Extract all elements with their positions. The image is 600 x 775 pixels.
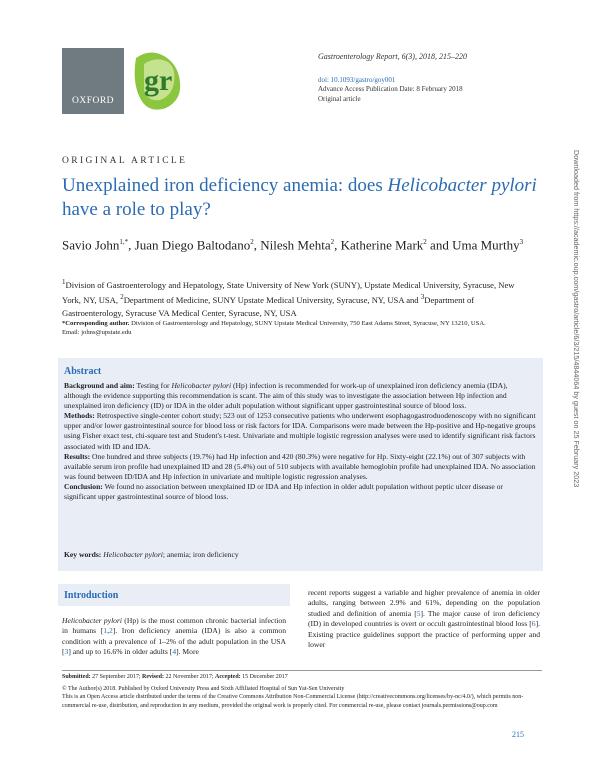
abstract-label: Conclusion: — [64, 481, 103, 491]
submission-dates — [62, 670, 542, 682]
corr-text: Division of Gastroenterology and Hepatology, SUNY Upstate Medical University, 750 East Adams Street, Syracuse, NY 13210, USA. — [129, 320, 486, 327]
author-list: Savio John$^{1,*}$, Juan Diego Baltodano$^2$, Nilesh Mehta$^2$, Katherine Mark$^2$ and Uma Murthy$^3$ — [62, 237, 524, 253]
copyright: © The Author(s) 2018. Published by Oxford University Press and Sixth Affiliated Hospital of Sun Yat-Sen University — [62, 685, 345, 692]
author-name: Nilesh Mehta — [260, 237, 331, 253]
affil-1: Division of Gastroenterology and Hepatology, State University of New York (SUNY), Upstate Medical University, Syracuse, New York, NY, USA, — [62, 279, 515, 306]
abstract-sentence: One hundred and three subjects (19.7%) had Hp infection and 420 (80.3%) were negative for Hp. Sixty-eight (22.1%) out of 307 subjects with available serum iron profile had unexplained ID and 28 (5.4%) out of 510 subjects with available hemoglobin profile had unexplained IDA. No association was found between ID/IDA and Hp infection in univariate and multiple logistic regression analyses. — [64, 451, 536, 481]
journal-logo-graphic — [130, 48, 188, 114]
abstract-text — [64, 381, 536, 502]
article-type: Original article — [318, 94, 361, 103]
citation-link[interactable]: 2 — [108, 626, 113, 636]
affiliations — [62, 276, 532, 319]
citation-link[interactable]: 5 — [416, 608, 421, 618]
accepted-label: Accepted: — [215, 674, 241, 680]
page-number: 215 — [512, 730, 524, 739]
introduction-heading: Introduction — [64, 590, 119, 601]
abstract-label: Background and aim: — [64, 381, 135, 390]
author-affil-sup: 1,* — [119, 238, 129, 246]
abstract-background — [64, 381, 536, 411]
intro-text: recent reports suggest a variable and higher prevalence of anemia in older adults, ranging between 2.9% and 61%, depending on the population studied and definition of anemia [ — [308, 588, 540, 618]
abstract-conclusion — [64, 482, 536, 502]
affil-sup: 3 — [420, 293, 425, 302]
intro-text: ]. Existing practice guidelines support the practice of performing upper and lower — [308, 619, 540, 650]
citation-link[interactable]: 6 — [531, 619, 536, 629]
correspondence — [62, 319, 542, 337]
author-name: Uma Murthy — [452, 237, 520, 253]
intro-left-column — [62, 616, 286, 658]
journal-citation: Gastroenterology Report, 6(3), 2018, 215–220 — [318, 52, 467, 61]
accepted-date: 15 December 2017 — [240, 674, 288, 680]
submitted-date: 27 September 2017; — [90, 674, 142, 680]
oxford-logo-text: OXFORD — [71, 96, 115, 106]
oxford-logo — [62, 48, 124, 114]
title-italic: Helicobacter pylori — [387, 175, 537, 196]
keywords-rest: ; anemia; iron deficiency — [162, 550, 239, 559]
revised-label: Revised: — [142, 674, 164, 680]
journal-logo — [130, 48, 188, 114]
submitted-label: Submitted: — [62, 674, 91, 680]
keywords-label: Key words: — [64, 550, 102, 559]
author-affil-sup: 2 — [423, 238, 427, 246]
abstract-label: Methods: — [64, 411, 95, 421]
footer — [62, 670, 542, 710]
section-label: ORIGINAL ARTICLE — [62, 156, 188, 166]
journal-meta — [318, 52, 538, 104]
abstract-methods — [64, 411, 536, 451]
abstract-sentence: Retrospective single-center cohort study; 523 out of 1253 consecutive patients who underwent esophagogastroduodenoscopy with no significant upper and/or lower gastrointestinal source for blood loss or risk factors for IDA. Comparisons were made between the Hp-positive and Hp-negative groups using Fisher exact test, chi-square test and Student's t-test. Univariate and multiple logistic regression analyses were used to identify significant risk factors associated with ID and IDA. — [64, 411, 536, 451]
download-note: Downloaded from https://academic.oup.com/gastro/article/6/3/215/4844064 by guest on 25 February 2023 — [572, 150, 581, 488]
keywords — [64, 550, 534, 559]
abstract-results — [64, 452, 536, 482]
abstract-italic: Helicobacter pylori — [171, 381, 232, 390]
author-affil-sup: 2 — [330, 238, 335, 246]
intro-text: ] and up to 16.6% in older adults [ — [68, 647, 173, 657]
author-affil-sup: 2 — [250, 238, 254, 246]
intro-text: ]. Iron deficiency anemia (IDA) is also a common condition with a prevalence of 1–2% of the adult population in the USA [ — [62, 626, 286, 657]
intro-text: ]. The major cause of iron deficiency (ID) in developed countries is overt or occult gastrointestinal blood loss [ — [308, 608, 540, 629]
affil-3: Department of Gastroenterology, Syracuse VA Medical Center, Syracuse, NY, USA — [62, 295, 475, 318]
article-title — [62, 174, 542, 222]
citation-link[interactable]: 3 — [64, 647, 69, 657]
intro-right-column — [308, 588, 540, 650]
intro-text: , — [107, 626, 109, 636]
intro-text: (Hp) is the most common chronic bacterial infection in humans [ — [62, 616, 287, 636]
abstract-label: Results: — [64, 451, 91, 461]
citation-link[interactable]: 1 — [103, 626, 108, 636]
advance-access-date: Advance Access Publication Date: 8 February 2018 — [318, 85, 463, 93]
corr-label: *Corresponding author. — [62, 320, 130, 327]
author-name: Juan Diego Baltodano — [134, 237, 251, 253]
revised-date: 22 November 2017; — [164, 674, 215, 680]
affil-sup: 2 — [120, 293, 124, 302]
corr-email[interactable]: Email: johns@upstate.edu — [62, 329, 132, 336]
intro-text: ]. More — [176, 647, 199, 657]
title-part-1: Unexplained iron deficiency anemia: does — [62, 175, 388, 196]
license: This is an Open Access article distributed under the terms of the Creative Commons Attribution Non-Commercial License (http://creativecommons.org/licenses/by-nc/4.0/), which permits non-commercial re-use, distribution, and reproduction in any medium, provided the original work is properly cited. For commercial re-use, please contact journals.permissions@oup.com — [62, 694, 524, 709]
title-part-2: have a role to play? — [62, 199, 211, 220]
citation-link[interactable]: 4 — [172, 647, 177, 657]
affil-sup: 1 — [62, 278, 66, 286]
affil-2: Department of Medicine, SUNY Upstate Medical University, Syracuse, NY, USA and — [123, 295, 421, 306]
abstract-sentence: We found no association between unexplained ID or IDA and Hp infection in older adult population without peptic ulcer disease or significant upper gastrointestinal source of blood loss. — [64, 481, 503, 502]
keywords-italic: Helicobacter pylori — [101, 550, 163, 559]
abstract-sentence: (Hp) infection is recommended for work-up of unexplained iron deficiency anemia (IDA), although the evidence supporting this recommendation is scant. The aim of this study was to investigate the association between Hp infection and unexplained iron deficiency (ID) or IDA in the older adult population without significant upper gastrointestinal source of blood loss. — [64, 381, 508, 411]
author-affil-sup: 3 — [519, 238, 524, 246]
abstract-sentence: Testing for — [134, 381, 172, 390]
abstract-heading: Abstract — [64, 366, 102, 377]
intro-italic: Helicobacter pylori — [62, 616, 123, 625]
author-name: Katherine Mark — [340, 237, 424, 253]
author-name: Savio John — [62, 237, 120, 253]
doi-link[interactable]: doi: 10.1093/gastro/goy001 — [318, 75, 396, 84]
journal-logo-letters: gr — [144, 64, 173, 97]
